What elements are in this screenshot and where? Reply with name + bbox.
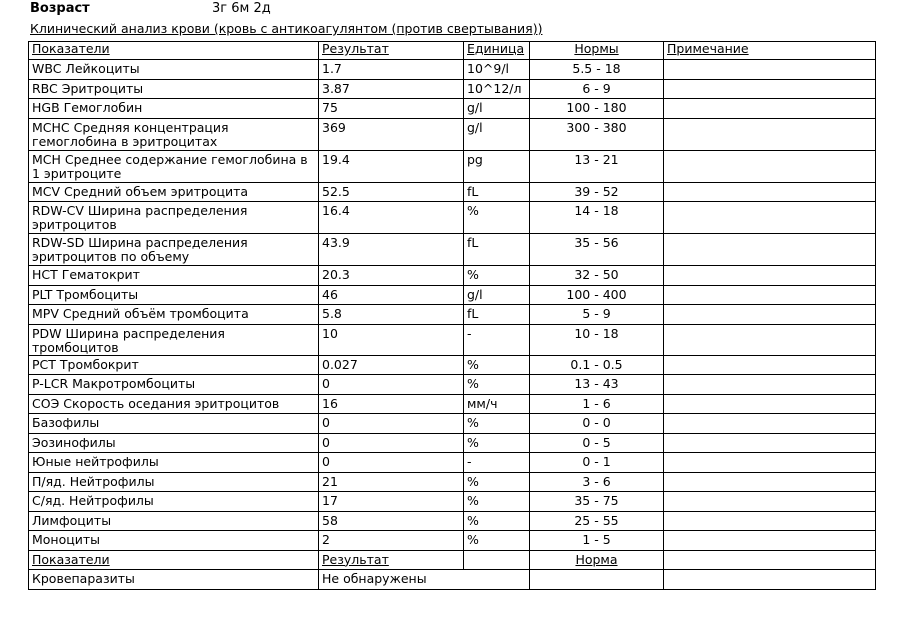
table-row <box>29 375 876 395</box>
result-cell: 0 <box>319 414 464 434</box>
result-cell: 16 <box>319 394 464 414</box>
note-cell <box>664 99 876 119</box>
norm-cell: 0 - 0 <box>530 414 664 434</box>
empty-cell <box>664 570 876 590</box>
table-row <box>29 511 876 531</box>
note-cell <box>664 79 876 99</box>
result-cell: 20.3 <box>319 266 464 286</box>
unit-cell: % <box>464 492 530 512</box>
result-cell: 10 <box>319 324 464 355</box>
table-row <box>29 570 876 590</box>
result-cell: 0.027 <box>319 355 464 375</box>
note-cell <box>664 285 876 305</box>
result-cell: 21 <box>319 472 464 492</box>
indicator-cell: MPV Средний объём тромбоцита <box>29 305 319 325</box>
empty-cell <box>464 550 530 570</box>
table-row <box>29 202 876 234</box>
indicator-cell: Моноциты <box>29 531 319 551</box>
indicator-cell: MCHC Средняя концентрация гемоглобина в эритроцитах <box>29 118 319 150</box>
unit-cell: fL <box>464 305 530 325</box>
indicator-cell: HCT Гематокрит <box>29 266 319 286</box>
note-cell <box>664 60 876 80</box>
norm-cell: 1 - 6 <box>530 394 664 414</box>
column-header: Нормы <box>530 42 664 60</box>
empty-cell <box>530 570 664 590</box>
result-cell: 3.87 <box>319 79 464 99</box>
note-cell <box>664 118 876 150</box>
indicator-cell: С/яд. Нейтрофилы <box>29 492 319 512</box>
unit-cell: g/l <box>464 285 530 305</box>
table-row <box>29 182 876 202</box>
note-cell <box>664 511 876 531</box>
table-row <box>29 305 876 325</box>
indicator-cell: П/яд. Нейтрофилы <box>29 472 319 492</box>
unit-cell: - <box>464 453 530 473</box>
note-cell <box>664 492 876 512</box>
document-title: Клинический анализ крови (кровь с антикоагулянтом (против свертывания)) <box>30 21 543 36</box>
indicator-cell: Эозинофилы <box>29 433 319 453</box>
note-cell <box>664 453 876 473</box>
indicator-cell: WBC Лейкоциты <box>29 60 319 80</box>
indicator-cell: MCH Среднее содержание гемоглобина в 1 эритроците <box>29 150 319 182</box>
table-row <box>29 414 876 434</box>
norm-cell: 300 - 380 <box>530 118 664 150</box>
indicator-cell: PCT Тромбокрит <box>29 355 319 375</box>
table-row <box>29 394 876 414</box>
section2-header-row <box>29 550 876 570</box>
note-cell <box>664 414 876 434</box>
table-row <box>29 355 876 375</box>
norm-cell: 39 - 52 <box>530 182 664 202</box>
norm-cell: 100 - 180 <box>530 99 664 119</box>
note-cell <box>664 266 876 286</box>
unit-cell: fL <box>464 234 530 266</box>
norm-cell: 6 - 9 <box>530 79 664 99</box>
indicator-cell: RDW-CV Ширина распределения эритроцитов <box>29 202 319 234</box>
unit-cell: fL <box>464 182 530 202</box>
result-cell: 5.8 <box>319 305 464 325</box>
indicator-cell: PDW Ширина распределения тромбоцитов <box>29 324 319 355</box>
result-cell: 58 <box>319 511 464 531</box>
result-cell: 17 <box>319 492 464 512</box>
table-row <box>29 472 876 492</box>
indicator-cell: Лимфоциты <box>29 511 319 531</box>
norm-cell: 0 - 1 <box>530 453 664 473</box>
norm-cell: 5 - 9 <box>530 305 664 325</box>
age-label: Возраст <box>30 1 90 16</box>
table-row <box>29 60 876 80</box>
norm-cell: 35 - 56 <box>530 234 664 266</box>
unit-cell: мм/ч <box>464 394 530 414</box>
indicator-cell: HGB Гемоглобин <box>29 99 319 119</box>
table-row <box>29 266 876 286</box>
column-header: Показатели <box>29 550 319 570</box>
norm-cell: 0.1 - 0.5 <box>530 355 664 375</box>
age-value: 3г 6м 2д <box>212 1 271 16</box>
result-cell: 0 <box>319 433 464 453</box>
result-cell: 0 <box>319 453 464 473</box>
unit-cell: % <box>464 414 530 434</box>
indicator-cell: MCV Средний объем эритроцита <box>29 182 319 202</box>
table-row <box>29 285 876 305</box>
column-header: Норма <box>530 550 664 570</box>
result-cell: 2 <box>319 531 464 551</box>
note-cell <box>664 182 876 202</box>
unit-cell: % <box>464 511 530 531</box>
table-row <box>29 492 876 512</box>
unit-cell: - <box>464 324 530 355</box>
result-cell: 75 <box>319 99 464 119</box>
norm-cell: 3 - 6 <box>530 472 664 492</box>
norm-cell: 10 - 18 <box>530 324 664 355</box>
note-cell <box>664 324 876 355</box>
unit-cell: pg <box>464 150 530 182</box>
norm-cell: 32 - 50 <box>530 266 664 286</box>
note-cell <box>664 433 876 453</box>
indicator-cell: Юные нейтрофилы <box>29 453 319 473</box>
table-row <box>29 118 876 150</box>
indicator-cell: RBC Эритроциты <box>29 79 319 99</box>
empty-cell <box>664 550 876 570</box>
result-cell: 46 <box>319 285 464 305</box>
table-row <box>29 79 876 99</box>
indicator-cell: Кровепаразиты <box>29 570 319 590</box>
norm-cell: 100 - 400 <box>530 285 664 305</box>
indicator-cell: RDW-SD Ширина распределения эритроцитов по объему <box>29 234 319 266</box>
norm-cell: 5.5 - 18 <box>530 60 664 80</box>
unit-cell: % <box>464 266 530 286</box>
column-header: Примечание <box>664 42 876 60</box>
table-row <box>29 99 876 119</box>
table-row <box>29 453 876 473</box>
note-cell <box>664 531 876 551</box>
indicator-cell: Базофилы <box>29 414 319 434</box>
result-cell: 1.7 <box>319 60 464 80</box>
result-cell: 16.4 <box>319 202 464 234</box>
unit-cell: % <box>464 531 530 551</box>
column-header: Показатели <box>29 42 319 60</box>
table-row <box>29 234 876 266</box>
unit-cell: g/l <box>464 99 530 119</box>
norm-cell: 13 - 21 <box>530 150 664 182</box>
result-cell: Не обнаружены <box>319 570 530 590</box>
norm-cell: 14 - 18 <box>530 202 664 234</box>
note-cell <box>664 234 876 266</box>
norm-cell: 35 - 75 <box>530 492 664 512</box>
result-cell: 369 <box>319 118 464 150</box>
note-cell <box>664 305 876 325</box>
unit-cell: % <box>464 202 530 234</box>
table-row <box>29 531 876 551</box>
unit-cell: % <box>464 355 530 375</box>
note-cell <box>664 150 876 182</box>
note-cell <box>664 472 876 492</box>
unit-cell: % <box>464 375 530 395</box>
result-cell: 52.5 <box>319 182 464 202</box>
unit-cell: g/l <box>464 118 530 150</box>
table-row <box>29 433 876 453</box>
norm-cell: 25 - 55 <box>530 511 664 531</box>
table-header-row <box>29 42 876 60</box>
norm-cell: 0 - 5 <box>530 433 664 453</box>
indicator-cell: PLT Тромбоциты <box>29 285 319 305</box>
unit-cell: 10^9/l <box>464 60 530 80</box>
column-header: Результат <box>319 42 464 60</box>
unit-cell: % <box>464 433 530 453</box>
column-header: Результат <box>319 550 464 570</box>
column-header: Единица <box>464 42 530 60</box>
indicator-cell: СОЭ Скорость оседания эритроцитов <box>29 394 319 414</box>
note-cell <box>664 394 876 414</box>
result-cell: 19.4 <box>319 150 464 182</box>
norm-cell: 1 - 5 <box>530 531 664 551</box>
result-cell: 0 <box>319 375 464 395</box>
table-row <box>29 324 876 355</box>
note-cell <box>664 375 876 395</box>
indicator-cell: P-LCR Макротромбоциты <box>29 375 319 395</box>
results-table <box>28 41 876 590</box>
note-cell <box>664 355 876 375</box>
table-row <box>29 150 876 182</box>
norm-cell: 13 - 43 <box>530 375 664 395</box>
result-cell: 43.9 <box>319 234 464 266</box>
unit-cell: 10^12/л <box>464 79 530 99</box>
unit-cell: % <box>464 472 530 492</box>
note-cell <box>664 202 876 234</box>
